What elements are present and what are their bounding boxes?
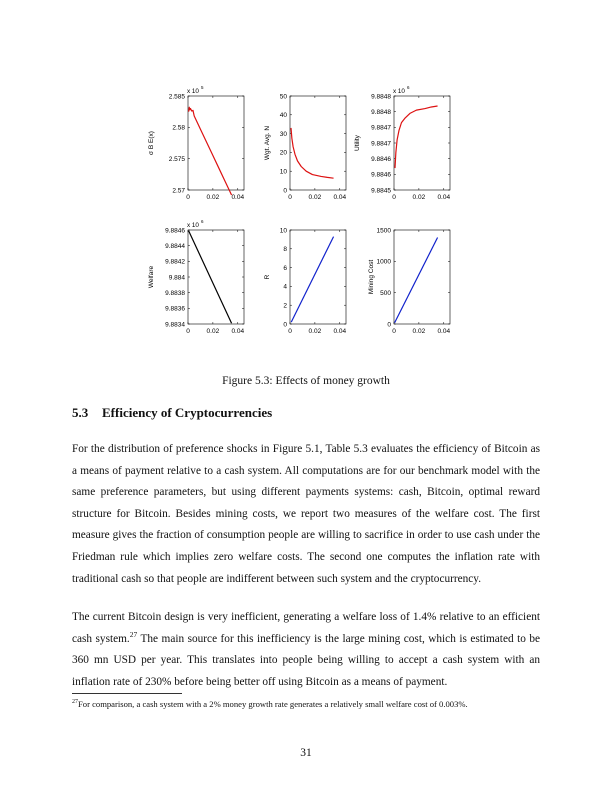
std-bitcoin-value-y-tick-label: 2.58: [172, 124, 185, 132]
paragraph-current-bitcoin-design: [72, 607, 540, 693]
weighted-avg-n-y-tick-label: 10: [279, 168, 287, 176]
utility-y-label: Utility: [354, 135, 361, 151]
welfare-y-tick-label: 9.8834: [165, 321, 185, 329]
footnote-rule: [72, 693, 182, 694]
welfare-y-tick-label: 9.884: [168, 274, 185, 282]
r-series-line: [291, 237, 333, 323]
welfare-y-tick-label: 9.8842: [165, 258, 185, 266]
r-y-tick-label: 4: [283, 283, 287, 291]
welfare-exponent-label: x 10: [187, 222, 199, 229]
footnote-text: For comparison, a cash system with a 2% money growth rate generates a relatively small welfare cost of 0.003%.: [78, 698, 468, 709]
weighted-avg-n-y-tick-label: 0: [283, 187, 287, 195]
welfare-x-tick-label: 0: [186, 328, 190, 335]
mining-cost-x-tick-label: 0.04: [437, 328, 451, 335]
footnote-reference-mark: 27: [129, 629, 138, 639]
section-title: Efficiency of Cryptocurrencies: [102, 405, 273, 420]
weighted-avg-n-y-tick-label: 30: [279, 130, 287, 138]
footnote: [72, 697, 542, 710]
mining-cost-y-tick-label: 0: [387, 321, 391, 329]
section-heading: [72, 405, 272, 421]
welfare-series-line: [189, 231, 232, 323]
std-bitcoin-value-y-label: σ B E(x): [148, 131, 155, 155]
utility-y-tick-label: 9.8845: [371, 187, 391, 195]
weighted-avg-n-y-tick-label: 20: [279, 149, 287, 157]
welfare-panel: [148, 219, 244, 335]
r-y-tick-label: 10: [279, 227, 287, 235]
welfare-y-label: Welfare: [148, 265, 155, 289]
r-y-tick-label: 0: [283, 321, 287, 329]
mining-cost-y-label: Mining Cost: [368, 259, 375, 295]
figure-caption: Figure 5.3: Effects of money growth: [222, 375, 390, 387]
weighted-avg-n-panel: [264, 93, 346, 201]
welfare-y-tick-label: 9.8836: [165, 305, 185, 313]
weighted-avg-n-y-tick-label: 50: [279, 93, 287, 101]
r-axes-box: [290, 230, 346, 324]
paragraph-text-end: The main source for this inefficiency is the large mining cost, which is estimated to be 360 mn USD per year. This translates into people being willing to accept a cash system with an inflation rate of 230% before being better off using Bitcoin as a means of payment.: [72, 632, 540, 688]
mining-cost-axes-box: [394, 230, 450, 324]
std-bitcoin-value-y-tick-label: 2.57: [172, 187, 185, 195]
utility-axes-box: [394, 96, 450, 190]
std-bitcoin-value-x-tick-label: 0.02: [206, 194, 220, 201]
utility-y-tick-label: 9.8848: [371, 93, 391, 101]
weighted-avg-n-x-tick-label: 0.02: [308, 194, 322, 201]
r-x-tick-label: 0.04: [333, 328, 347, 335]
r-x-tick-label: 0.02: [308, 328, 322, 335]
mining-cost-y-tick-label: 1500: [376, 227, 391, 235]
welfare-x-tick-label: 0.04: [231, 328, 245, 335]
utility-exponent-power: 6: [407, 85, 410, 90]
std-bitcoin-value-y-tick-label: 2.585: [168, 93, 185, 101]
mining-cost-series-line: [395, 238, 438, 323]
weighted-avg-n-x-tick-label: 0.04: [333, 194, 347, 201]
r-y-tick-label: 2: [283, 302, 287, 310]
paragraph-text-start: The current Bitcoin design is very inefficient, generating a welfare loss of 1.4% relative to an efficient cash system.: [72, 611, 540, 645]
r-y-tick-label: 6: [283, 264, 287, 272]
utility-x-tick-label: 0.02: [412, 194, 426, 201]
welfare-y-tick-label: 9.8838: [165, 289, 185, 297]
utility-y-tick-label: 9.8846: [371, 171, 391, 179]
utility-x-tick-label: 0: [392, 194, 396, 201]
std-bitcoin-value-panel: [148, 85, 244, 201]
std-bitcoin-value-exponent-label: x 10: [187, 88, 199, 95]
utility-y-tick-label: 9.8847: [371, 140, 391, 148]
utility-series-line: [395, 106, 438, 168]
page-number: 31: [300, 747, 312, 759]
std-bitcoin-value-x-tick-label: 0: [186, 194, 190, 201]
weighted-avg-n-y-label: Wgt. Avg. N: [264, 125, 271, 161]
mining-cost-y-tick-label: 1000: [376, 258, 391, 266]
money-growth-figure: [130, 82, 470, 342]
utility-x-tick-label: 0.04: [437, 194, 451, 201]
std-bitcoin-value-y-tick-label: 2.575: [168, 155, 185, 163]
utility-exponent-label: x 10: [393, 88, 405, 95]
utility-y-tick-label: 9.8848: [371, 108, 391, 116]
welfare-x-tick-label: 0.02: [206, 328, 220, 335]
utility-y-tick-label: 9.8847: [371, 124, 391, 132]
welfare-axes-box: [188, 230, 244, 324]
paragraph-efficiency-evaluation: For the distribution of preference shocks in Figure 5.1, Table 5.3 evaluates the efficiency of Bitcoin as a means of payment relative to a cash system. All computations are for our benchmark model with the same preference parameters, but using different payments systems: cash, Bitcoin, optimal reward structure for Bitcoin. Besides mining costs, we report two measures of the welfare cost. The first measure gives the fraction of consumption people are willing to sacrifice in order to use cash under the Friedman rule which implies zero welfare costs. The second one computes the inflation rate with traditional cash so that people are indifferent between such system and the cryptocurrency.: [72, 443, 540, 585]
welfare-exponent-power: 6: [201, 219, 204, 224]
section-number: 5.3: [72, 405, 89, 420]
mining-cost-panel: [368, 227, 450, 335]
mining-cost-x-tick-label: 0.02: [412, 328, 426, 335]
utility-y-tick-label: 9.8846: [371, 155, 391, 163]
welfare-y-tick-label: 9.8846: [165, 227, 185, 235]
welfare-y-tick-label: 9.8844: [165, 242, 185, 250]
mining-cost-y-tick-label: 500: [380, 289, 391, 297]
std-bitcoin-value-x-tick-label: 0.04: [231, 194, 245, 201]
std-bitcoin-value-series-line: [189, 107, 232, 195]
footnote-mark: 27: [72, 699, 78, 705]
mining-cost-x-tick-label: 0: [392, 328, 396, 335]
weighted-avg-n-series-line: [291, 128, 334, 178]
std-bitcoin-value-exponent-power: 5: [201, 85, 204, 90]
r-panel: [264, 227, 346, 335]
r-x-tick-label: 0: [288, 328, 292, 335]
weighted-avg-n-y-tick-label: 40: [279, 112, 287, 120]
r-y-tick-label: 8: [283, 246, 287, 254]
r-y-label: R: [264, 274, 271, 280]
std-bitcoin-value-axes-box: [188, 96, 244, 190]
utility-panel: [354, 85, 450, 201]
weighted-avg-n-x-tick-label: 0: [288, 194, 292, 201]
